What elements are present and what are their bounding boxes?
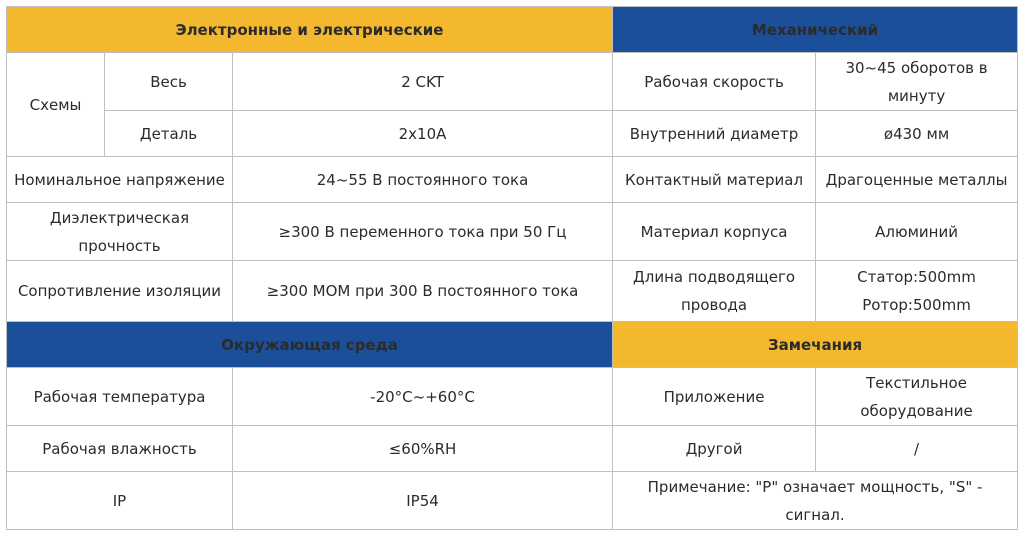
header-environment: Окружающая среда (7, 322, 613, 368)
inner-diameter-value: ø430 мм (816, 111, 1018, 157)
table-row (7, 203, 1018, 261)
rotor-value: Ротор:500mm (862, 296, 971, 314)
inner-diameter-label: Внутренний диаметр (613, 111, 816, 157)
table-row (7, 368, 1018, 426)
table-row (7, 53, 1018, 111)
ip-value: IP54 (233, 472, 613, 530)
housing-material-value: Алюминий (816, 203, 1018, 261)
application-value: Текстильное оборудование (816, 368, 1018, 426)
insulation-label: Сопротивление изоляции (7, 261, 233, 322)
section-header-row-2 (7, 322, 1018, 368)
header-electrical: Электронные и электрические (7, 7, 613, 53)
application-label: Приложение (613, 368, 816, 426)
lead-length-label: Длина подводящего провода (613, 261, 816, 322)
contact-material-value: Драгоценные металлы (816, 157, 1018, 203)
dielectric-label: Диэлектрическая прочность (7, 203, 233, 261)
table-row (7, 261, 1018, 322)
table-row (7, 157, 1018, 203)
other-label: Другой (613, 426, 816, 472)
header-remarks: Замечания (613, 322, 1018, 368)
section-header-row-1 (7, 7, 1018, 53)
humidity-value: ≤60%RH (233, 426, 613, 472)
whole-label: Весь (105, 53, 233, 111)
insulation-value: ≥300 МОМ при 300 В постоянного тока (233, 261, 613, 322)
temperature-label: Рабочая температура (7, 368, 233, 426)
other-value: / (816, 426, 1018, 472)
speed-value: 30~45 оборотов в минуту (816, 53, 1018, 111)
speed-label: Рабочая скорость (613, 53, 816, 111)
table-row (7, 472, 1018, 530)
spec-table-container (6, 6, 1017, 530)
remarks-note: Примечание: "P" означает мощность, "S" - сигнал. (613, 472, 1018, 530)
ip-label: IP (7, 472, 233, 530)
table-row (7, 426, 1018, 472)
voltage-label: Номинальное напряжение (7, 157, 233, 203)
humidity-label: Рабочая влажность (7, 426, 233, 472)
header-mechanical: Механический (613, 7, 1018, 53)
detail-label: Деталь (105, 111, 233, 157)
spec-table (6, 6, 1018, 530)
contact-material-label: Контактный материал (613, 157, 816, 203)
stator-value: Статор:500mm (857, 268, 976, 286)
dielectric-value: ≥300 В переменного тока при 50 Гц (233, 203, 613, 261)
lead-length-value (816, 261, 1018, 322)
temperature-value: -20°C~+60°C (233, 368, 613, 426)
table-row (7, 111, 1018, 157)
detail-value: 2x10A (233, 111, 613, 157)
circuits-label: Схемы (7, 53, 105, 157)
housing-material-label: Материал корпуса (613, 203, 816, 261)
voltage-value: 24~55 В постоянного тока (233, 157, 613, 203)
whole-value: 2 CKT (233, 53, 613, 111)
